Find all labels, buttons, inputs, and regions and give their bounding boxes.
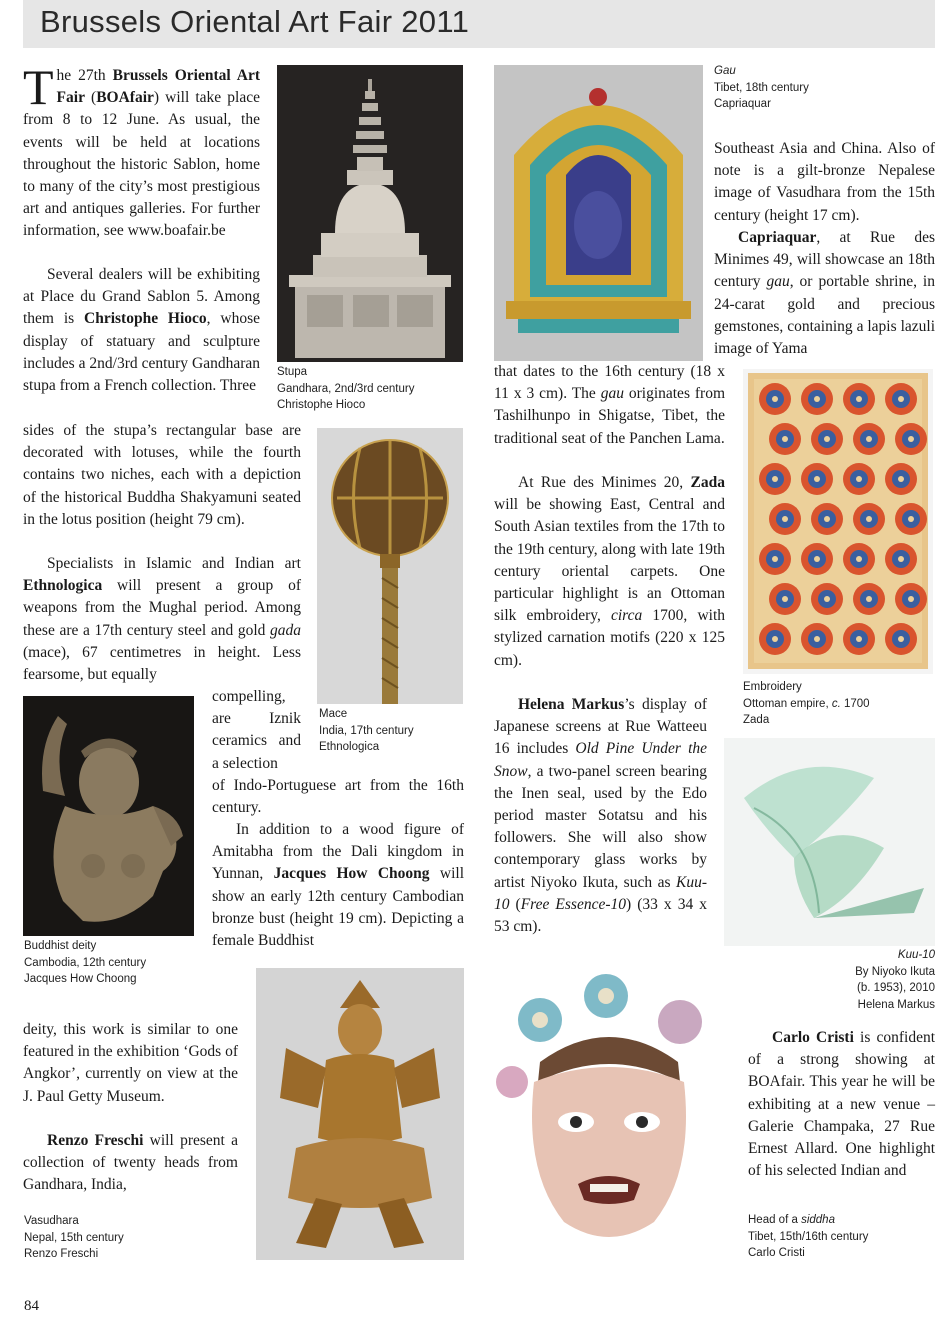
ethnologica-paragraph: Specialists in Islamic and Indian art Ethnologica will present a group of weapons from the Mughal period. Among these are a 17th century steel and gold gada (mace), 67 centimetres in height. Less fearsome, but equally (23, 555, 301, 684)
zada-paragraph: At Rue des Minimes 20, Zada will be showing East, Central and South Asian textiles from the 17th to the 19th century, along with late 19th century oriental carpets. One particular highlight is an Ottoman silk embroidery, circa 1700, with stylized carnation motifs (220 x 125 cm). (494, 474, 726, 669)
how-choong-paragraph: In addition to a wood figure of Amitabha from the Dali kingdom in Yunnan, Jacques How Choong will show an early 12th century Cambodian bronze bust (height 19 cm). Depicting a female Buddhist (212, 821, 464, 950)
drop-cap: T (23, 59, 54, 115)
gau-caption: Gau Tibet, 18th century Capriaquar (714, 65, 809, 110)
stupa-description-paragraph: sides of the stupa’s rectangular base are decorated with lotuses, while the fourth contains two niches, each with a depiction of the historical Buddha Shakyamuni seated in the lotus position (height 79 cm). (23, 422, 301, 528)
deity-continued-paragraph: deity, this work is similar to one featured in the exhibition ‘Gods of Angkor’, currently on view at the J. Paul Getty Museum. (23, 1021, 238, 1105)
intro-paragraph: The 27th Brussels Oriental Art Fair (BOAfair) will take place from 8 to 12 June. As usual, the events will be held at locations throughout the historic Sablon, home to many of the city’s most prestigious art and antiques galleries. For further information, see www.boafair.be (23, 59, 260, 240)
stupa-image (277, 65, 463, 362)
siddha-head-caption: Head of a siddha Tibet, 15th/16th century Carlo Cristi (748, 1214, 869, 1259)
indo-portuguese-paragraph: of Indo-Portuguese art from the 16th century. (212, 777, 464, 817)
siddha-head-image (494, 972, 724, 1260)
cristi-paragraph: Carlo Cristi is confident of a strong showing at BOAfair. This year he will be exhibiting at a new venue – Galerie Champaka, 27 Rue Ernest Allard. One highlight of his selected Indian and (748, 1029, 936, 1180)
iznik-paragraph: compelling, are Iznik ceramics and a selection (212, 688, 301, 772)
china-paragraph: Southeast Asia and China. Also of note is a gilt-bronze Nepalese image of Vasudhara from the 15th century (height 17 cm). (714, 140, 935, 224)
vasudhara-caption: Vasudhara Nepal, 15th century Renzo Freschi (24, 1215, 124, 1260)
gau-description-paragraph: that dates to the 16th century (18 x 11 x 3 cm). The gau originates from Tashilhunpo in Shigatse, Tibet, the traditional seat of the Panchen Lama. (494, 363, 725, 447)
stupa-caption: Stupa Gandhara, 2nd/3rd century Christophe Hioco (277, 366, 415, 411)
kuu-10-glass-image (724, 738, 935, 946)
hioco-paragraph: Several dealers will be exhibiting at Place du Grand Sablon 5. Among them is Christophe Hioco, whose display of statuary and sculpture includes a 2nd/3rd century Gandharan stupa from a French collection. Three (23, 266, 260, 395)
vasudhara-image (256, 968, 464, 1260)
page-title: Brussels Oriental Art Fair 2011 (40, 4, 470, 39)
gau-shrine-image (494, 65, 703, 361)
markus-paragraph: Helena Markus’s display of Japanese screens at Rue Watteeu 16 includes Old Pine Under the Snow, a two-panel screen bearing the Inen seal, used by the Edo period master Sotatsu and his followers. She will also show contemporary glass works by artist Niyoko Ikuta, such as Kuu-10 (Free Essence-10) (33 x 34 x 53 cm). (494, 696, 708, 936)
mace-caption: Mace India, 17th century Ethnologica (319, 708, 414, 753)
freschi-paragraph: Renzo Freschi will present a collection of twenty heads from Gandhara, India, (23, 1132, 238, 1194)
buddhist-deity-image (23, 696, 194, 936)
kuu-10-caption: Kuu-10 By Niyoko Ikuta (b. 1953), 2010 Helena Markus (855, 949, 935, 1011)
page-number: 84 (24, 1298, 39, 1314)
mace-image (317, 428, 463, 704)
page-header (23, 0, 935, 48)
embroidery-image (743, 369, 933, 674)
embroidery-caption: Embroidery Ottoman empire, c. 1700 Zada (743, 681, 870, 726)
deity-caption: Buddhist deity Cambodia, 12th century Jacques How Choong (24, 940, 147, 985)
capriaquar-paragraph: Capriaquar, at Rue des Minimes 49, will showcase an 18th century gau, or portable shrine, in 24-carat gold and precious gemstones, containing a lapis lazuli image of Yama (714, 229, 935, 358)
